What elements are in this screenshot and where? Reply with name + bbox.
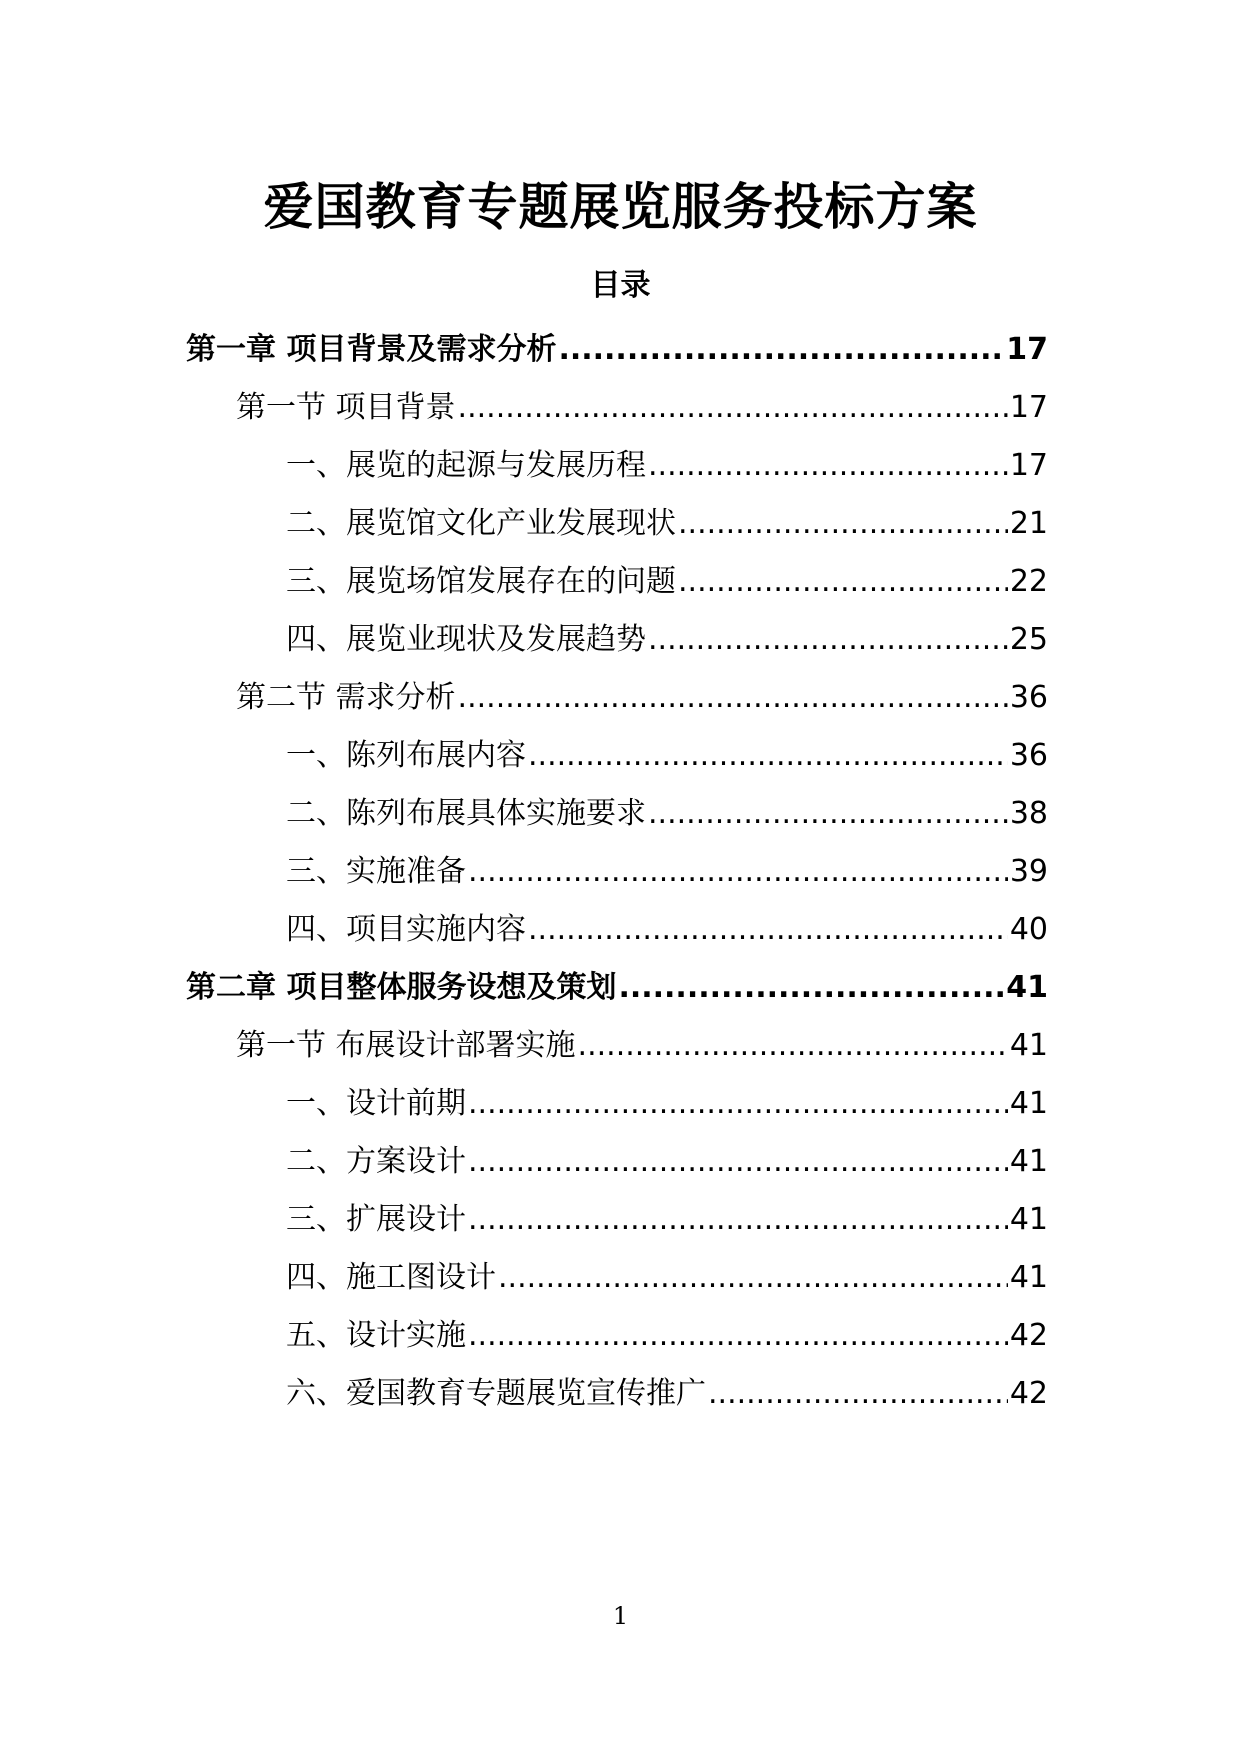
toc-entry-page: 36 — [1009, 738, 1048, 773]
toc-leader-dots — [678, 502, 1008, 546]
toc-entry-label: 二、陈列布展具体实施要求 — [286, 796, 646, 831]
toc-heading: 目录 — [590, 268, 651, 303]
toc-entry-subsection[interactable] — [286, 560, 1048, 604]
toc-entry-page: 40 — [1009, 912, 1048, 947]
toc-leader-dots — [458, 676, 1008, 720]
toc-entry-subsection[interactable] — [286, 792, 1048, 836]
toc-entry-subsection[interactable] — [286, 502, 1048, 546]
toc-entry-label: 三、展览场馆发展存在的问题 — [286, 564, 676, 599]
toc-entry-subsection[interactable] — [286, 1314, 1048, 1358]
toc-entry-page: 17 — [1006, 332, 1048, 367]
toc-leader-dots — [648, 618, 1008, 662]
toc-entry-chapter-1[interactable] — [186, 328, 1048, 372]
toc-entry-label: 二、方案设计 — [286, 1144, 466, 1179]
toc-entry-page: 17 — [1009, 390, 1048, 425]
toc-entry-subsection[interactable] — [286, 850, 1048, 894]
toc-entry-section[interactable] — [236, 676, 1048, 720]
toc-entry-label: 第一节 项目背景 — [236, 390, 456, 425]
toc-leader-dots — [528, 734, 1008, 778]
toc-entry-subsection[interactable] — [286, 734, 1048, 778]
toc-leader-dots — [528, 908, 1008, 952]
toc-entry-label: 四、展览业现状及发展趋势 — [286, 622, 646, 657]
toc-entry-subsection[interactable] — [286, 618, 1048, 662]
toc-entry-subsection[interactable] — [286, 1256, 1048, 1300]
toc-entry-page: 36 — [1009, 680, 1048, 715]
toc-leader-dots — [558, 328, 1004, 372]
toc-entry-subsection[interactable] — [286, 1372, 1048, 1416]
toc-leader-dots — [578, 1024, 1008, 1068]
toc-entry-subsection[interactable] — [286, 444, 1048, 488]
toc-entry-label: 一、展览的起源与发展历程 — [286, 448, 646, 483]
toc-entry-section[interactable] — [236, 386, 1048, 430]
toc-entry-page: 17 — [1009, 448, 1048, 483]
toc-entry-page: 41 — [1009, 1260, 1048, 1295]
toc-entry-subsection[interactable] — [286, 1198, 1048, 1242]
toc-entry-page: 25 — [1009, 622, 1048, 657]
page-number: 1 — [612, 1602, 629, 1630]
toc-leader-dots — [458, 386, 1008, 430]
toc-entry-page: 41 — [1009, 1028, 1048, 1063]
toc-entry-page: 42 — [1009, 1376, 1048, 1411]
document-title: 爱国教育专题展览服务投标方案 — [263, 178, 978, 236]
toc-entry-label: 第二节 需求分析 — [236, 680, 456, 715]
toc-entry-page: 41 — [1009, 1144, 1048, 1179]
toc-leader-dots — [708, 1372, 1008, 1416]
toc-entry-page: 38 — [1009, 796, 1048, 831]
toc-entry-label: 四、项目实施内容 — [286, 912, 526, 947]
toc-leader-dots — [618, 966, 1004, 1010]
toc-leader-dots — [468, 1198, 1008, 1242]
toc-entry-label: 六、爱国教育专题展览宣传推广 — [286, 1376, 706, 1411]
toc-entry-label: 四、施工图设计 — [286, 1260, 496, 1295]
toc-entry-page: 42 — [1009, 1318, 1048, 1353]
toc-entry-label: 第一节 布展设计部署实施 — [236, 1028, 576, 1063]
toc-entry-page: 41 — [1006, 970, 1048, 1005]
toc-leader-dots — [468, 1082, 1008, 1126]
toc-entry-label: 第二章 项目整体服务设想及策划 — [186, 970, 617, 1005]
toc-entry-page: 41 — [1009, 1086, 1048, 1121]
toc-leader-dots — [468, 1314, 1008, 1358]
toc-entry-subsection[interactable] — [286, 908, 1048, 952]
toc-leader-dots — [678, 560, 1008, 604]
toc-entry-chapter-2[interactable] — [186, 966, 1048, 1010]
toc-leader-dots — [648, 444, 1008, 488]
toc-entry-label: 第一章 项目背景及需求分析 — [186, 332, 557, 367]
toc-entry-label: 三、扩展设计 — [286, 1202, 466, 1237]
toc-entry-label: 一、设计前期 — [286, 1086, 466, 1121]
toc-entry-page: 41 — [1009, 1202, 1048, 1237]
toc-leader-dots — [468, 1140, 1008, 1184]
toc-entry-subsection[interactable] — [286, 1140, 1048, 1184]
toc-entry-page: 22 — [1009, 564, 1048, 599]
toc-entry-page: 39 — [1009, 854, 1048, 889]
toc-entry-page: 21 — [1009, 506, 1048, 541]
toc-leader-dots — [648, 792, 1008, 836]
toc-leader-dots — [498, 1256, 1008, 1300]
toc-entry-section[interactable] — [236, 1024, 1048, 1068]
toc-entry-label: 五、设计实施 — [286, 1318, 466, 1353]
toc-leader-dots — [468, 850, 1008, 894]
toc-entry-label: 三、实施准备 — [286, 854, 466, 889]
toc-entry-label: 二、展览馆文化产业发展现状 — [286, 506, 676, 541]
toc-entry-subsection[interactable] — [286, 1082, 1048, 1126]
toc-entry-label: 一、陈列布展内容 — [286, 738, 526, 773]
